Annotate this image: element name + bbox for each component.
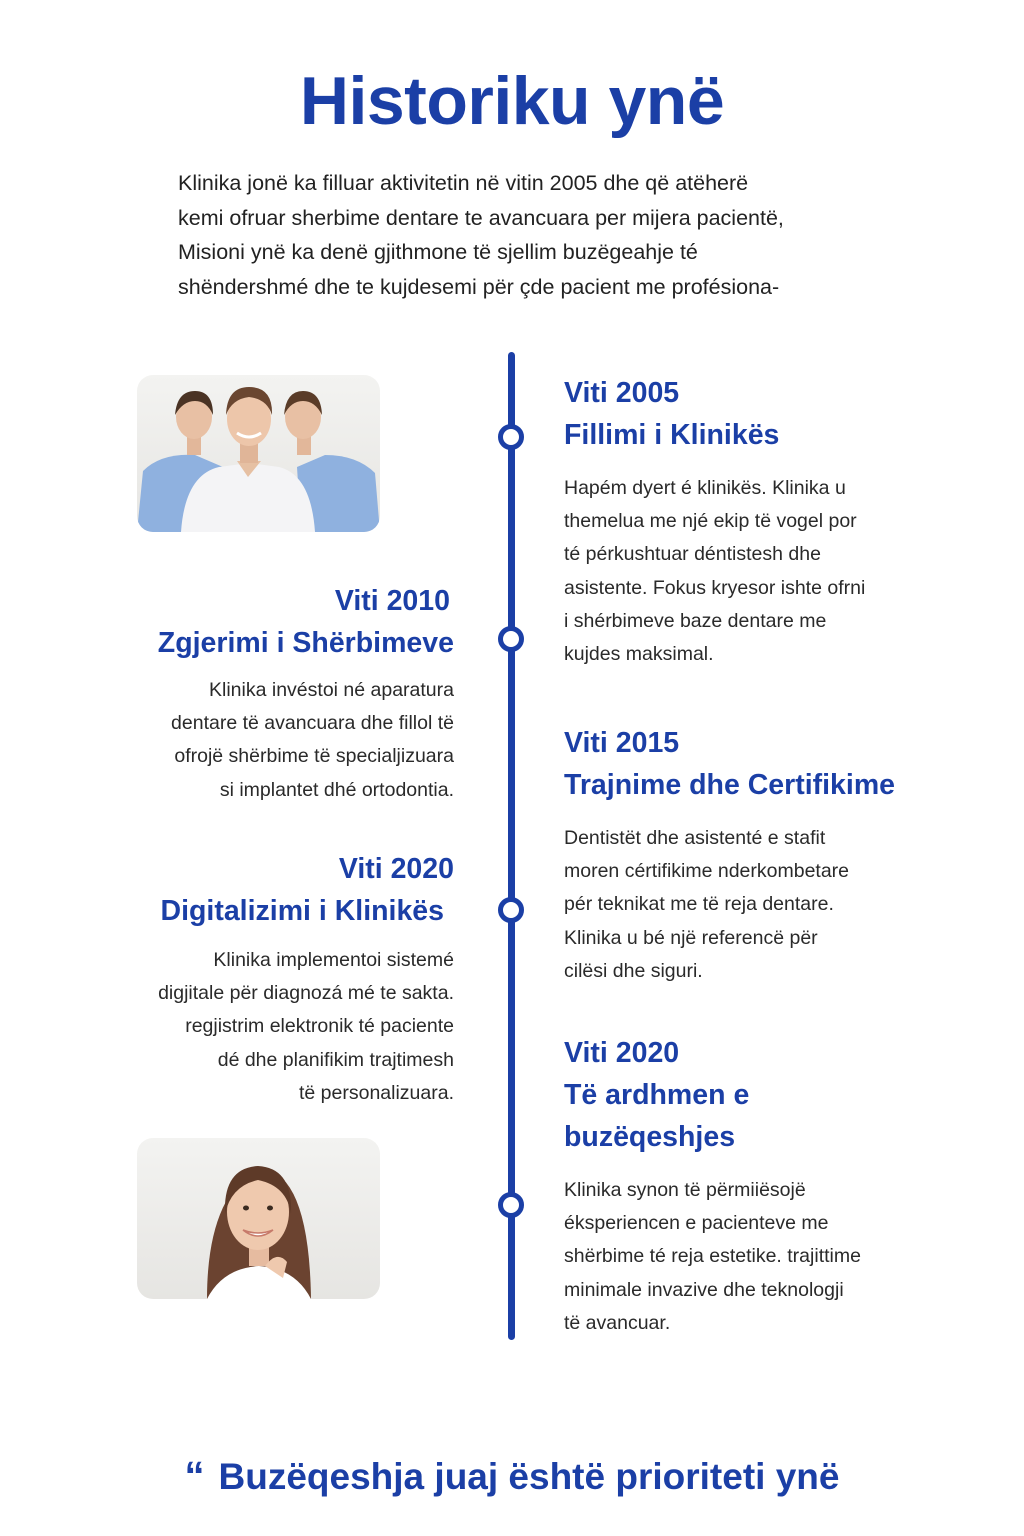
- entry-body-line: kujdes maksimal.: [564, 643, 714, 666]
- entry-year: Viti 2015: [564, 727, 680, 759]
- timeline-dot: [498, 424, 524, 450]
- entry-body-line: Hapém dyert é klinikës. Klinika u: [564, 477, 846, 499]
- entry-body-line: shërbime té reja estetike. trajittime: [564, 1245, 861, 1268]
- quote-mark: “: [184, 1454, 205, 1498]
- entry-heading: Fillimi i Klinikës: [564, 419, 780, 451]
- entry-body-line: themelua me njé ekip të vogel por: [564, 510, 857, 533]
- entry-body-line: të personalizuara.: [298, 1081, 454, 1104]
- entry-body: [158, 674, 454, 807]
- intro-line: kemi ofruar sherbime dentare te avancuara per mijera pacientë,: [178, 205, 784, 230]
- entry-heading: buzëqeshjes: [564, 1121, 736, 1153]
- smiling-patient-photo: [137, 1138, 380, 1299]
- entry-body-line: éksperiencen e pacienteve me: [564, 1212, 829, 1235]
- timeline-entry: [158, 848, 454, 1110]
- entry-body: [564, 472, 865, 671]
- entry-body-line: cilësi dhe siguri.: [564, 959, 703, 982]
- entry-body-line: té pérkushtuar déntistesh dhe: [564, 543, 821, 566]
- closing-quote: [0, 1454, 1024, 1499]
- page-title: Historiku ynë: [299, 63, 725, 139]
- entry-heading: Trajnime dhe Certifikime: [564, 769, 896, 801]
- intro-paragraph: [178, 166, 878, 304]
- entry-body: [158, 944, 454, 1110]
- timeline-entry: [564, 372, 865, 671]
- entry-heading: Zgjerimi i Shërbimeve: [157, 627, 454, 659]
- entry-body: [564, 822, 895, 988]
- quote-text: Buzëqeshja juaj është prioriteti ynë: [218, 1456, 840, 1497]
- entry-body-line: dentare të avancuara dhe fillol të: [171, 712, 454, 735]
- timeline-dot: [498, 897, 524, 923]
- entry-body-line: të avancuar.: [564, 1311, 671, 1334]
- intro-line: Misioni ynë ka denë gjithmone të sjellim buzëgeahje té: [178, 240, 698, 264]
- entry-body-line: regjistrim elektronik té paciente: [185, 1015, 454, 1038]
- entry-year: Viti 2005: [564, 377, 680, 409]
- timeline-entry: [564, 722, 895, 988]
- timeline-dot: [498, 1192, 524, 1218]
- entry-body-line: Dentistët dhe asistenté e stafit: [564, 827, 826, 849]
- timeline-entry: [158, 580, 454, 807]
- entry-body-line: digjitale për diagnozá mé te sakta.: [158, 982, 454, 1005]
- entry-heading: Të ardhmen e: [564, 1079, 750, 1111]
- entry-body-line: moren cértifikime nderkombetare: [564, 860, 850, 883]
- entry-year: Viti 2010: [334, 585, 450, 617]
- entry-body-line: Klinika u bé një referencë për: [564, 926, 818, 949]
- entry-heading: Digitalizimi i Klinikës: [160, 895, 444, 927]
- entry-year: Viti 2020: [564, 1037, 680, 1069]
- timeline-dot: [498, 626, 524, 652]
- intro-line: Klinika jonë ka filluar aktivitetin në vitin 2005 dhe që atëherë: [178, 171, 749, 195]
- entry-body-line: i shérbimeve baze dentare me: [564, 609, 827, 632]
- entry-body-line: minimale invazive dhe teknologji: [564, 1278, 844, 1301]
- dental-team-photo: [137, 375, 380, 532]
- entry-body-line: Klinika invéstoi né aparatura: [209, 679, 454, 701]
- entry-body-line: Klinika synon të përmiiësojë: [564, 1179, 806, 1201]
- entry-body: [564, 1174, 861, 1340]
- entry-body-line: Klinika implementoi sistemé: [213, 949, 454, 971]
- entry-body-line: dé dhe planifikim trajtimesh: [217, 1048, 454, 1071]
- entry-year: Viti 2020: [338, 853, 454, 885]
- timeline-entry: [564, 1032, 861, 1340]
- entry-body-line: pér teknikat me të reja dentare.: [564, 893, 834, 916]
- entry-body-line: ofrojë shërbime të specialjizuara: [174, 745, 454, 768]
- intro-line: shëndershmé dhe te kujdesemi për çde pacient me profésiona-: [178, 274, 780, 299]
- entry-body-line: si implantet dhé ortodontia.: [219, 778, 454, 801]
- entry-body-line: asistente. Fokus kryesor ishte ofrni: [564, 576, 866, 599]
